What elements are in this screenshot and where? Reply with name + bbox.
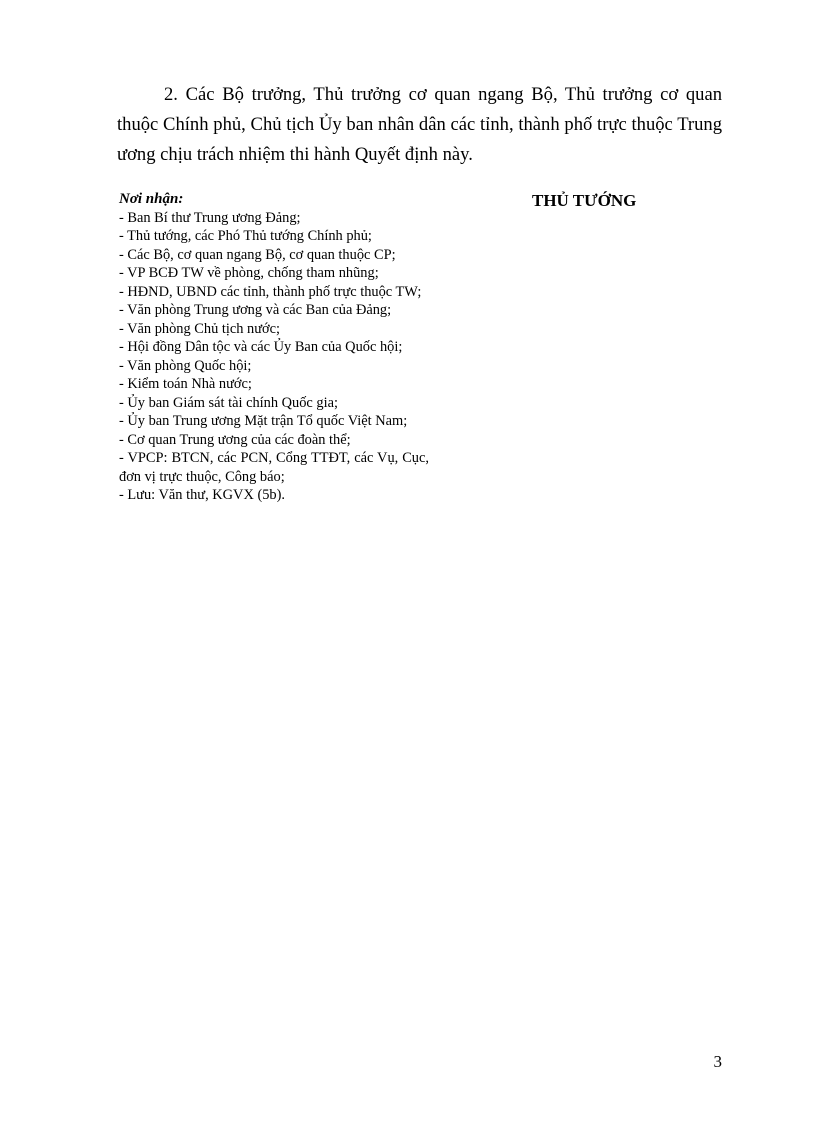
recipient-item: - Văn phòng Trung ương và các Ban của Đảng; (119, 302, 392, 318)
recipient-item: - Lưu: Văn thư, KGVX (5b). (119, 487, 286, 503)
recipients-list (119, 209, 429, 505)
recipient-item: - Thủ tướng, các Phó Thủ tướng Chính phủ; (119, 228, 372, 244)
recipient-item: - Ủy ban Trung ương Mặt trận Tổ quốc Việt Nam; (119, 413, 408, 429)
recipient-item: - VP BCĐ TW về phòng, chống tham nhũng; (119, 265, 379, 281)
recipient-item: - HĐND, UBND các tỉnh, thành phố trực thuộc TW; (119, 283, 422, 300)
recipient-item: - Ủy ban Giám sát tài chính Quốc gia; (119, 394, 339, 411)
recipient-item: - Ban Bí thư Trung ương Đảng; (119, 209, 301, 226)
signature-title: THỦ TƯỚNG (532, 191, 637, 210)
recipient-item: - Cơ quan Trung ương của các đoàn thể; (119, 431, 351, 448)
recipient-item: - Văn phòng Chủ tịch nước; (119, 320, 281, 337)
recipient-item: - Kiểm toán Nhà nước; (119, 376, 252, 392)
recipients-block (119, 190, 429, 505)
body-paragraph: 2. Các Bộ trưởng, Thủ trưởng cơ quan ngang Bộ, Thủ trưởng cơ quan thuộc Chính phủ, Chủ tịch Ủy ban nhân dân các tỉnh, thành phố trực thuộc Trung ương chịu trách nhiệm thi hành Quyết định này. (117, 84, 722, 165)
recipient-item: - Hội đồng Dân tộc và các Ủy Ban của Quốc hội; (119, 339, 403, 355)
recipient-item: - VPCP: BTCN, các PCN, Cổng TTĐT, các Vụ, Cục, đơn vị trực thuộc, Công báo; (119, 450, 429, 485)
recipient-item: - Các Bộ, cơ quan ngang Bộ, cơ quan thuộc CP; (119, 246, 396, 263)
recipients-title: Nơi nhận: (119, 191, 184, 207)
recipient-item: - Văn phòng Quốc hội; (119, 357, 252, 374)
page-number: 3 (713, 1052, 722, 1071)
